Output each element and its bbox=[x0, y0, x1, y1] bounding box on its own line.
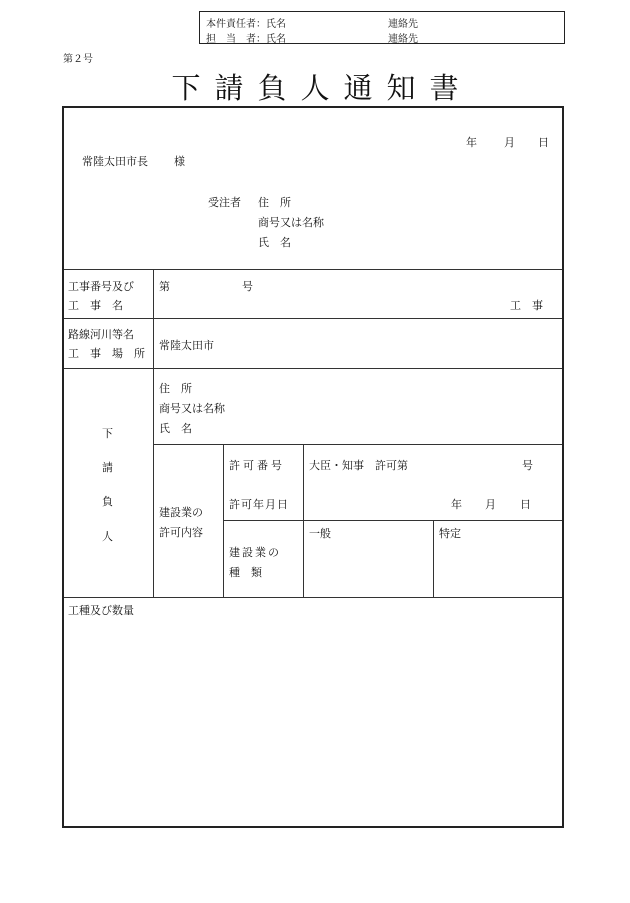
divider bbox=[64, 269, 562, 270]
divider bbox=[64, 368, 562, 369]
license-type-label-line2: 種 類 bbox=[229, 566, 262, 579]
license-label-line2: 許可内容 bbox=[159, 526, 203, 539]
divider bbox=[223, 520, 562, 521]
work-label-line2: 工 事 名 bbox=[68, 299, 123, 312]
work-number-prefix: 第 bbox=[159, 280, 170, 293]
staff-label: 担 当 者： bbox=[206, 34, 266, 45]
subcontractor-label-char: 請 bbox=[102, 461, 113, 474]
work-label-line1: 工事番号及び bbox=[68, 280, 134, 293]
license-number-label: 許可番号 bbox=[229, 459, 285, 472]
license-date-day: 日 bbox=[520, 498, 531, 511]
date-year: 年 bbox=[466, 136, 477, 149]
divider bbox=[153, 444, 562, 445]
form-number: 第２号 bbox=[63, 54, 93, 65]
addressee-name: 常陸太田市長 bbox=[82, 155, 148, 168]
location-value: 常陸太田市 bbox=[159, 339, 214, 352]
contractor-label: 受注者 bbox=[208, 196, 241, 209]
subcontractor-label-char: 下 bbox=[102, 427, 113, 440]
license-type-special: 特定 bbox=[439, 527, 461, 540]
subcontractor-label-char: 負 bbox=[102, 495, 113, 508]
license-date-label: 許可年月日 bbox=[229, 498, 289, 511]
license-number-suffix: 号 bbox=[522, 459, 533, 472]
work-number-suffix: 号 bbox=[242, 280, 253, 293]
license-type-label-line1: 建設業の bbox=[229, 546, 281, 559]
divider bbox=[64, 318, 562, 319]
contractor-address-label: 住 所 bbox=[258, 196, 291, 209]
divider bbox=[153, 269, 154, 597]
addressee-honorific: 様 bbox=[174, 155, 185, 168]
form-frame bbox=[62, 106, 564, 828]
responsible-name: 氏名 bbox=[266, 19, 286, 30]
divider bbox=[433, 520, 434, 597]
license-date-year: 年 bbox=[451, 498, 462, 511]
license-label-line1: 建設業の bbox=[159, 506, 203, 519]
license-number-text: 大臣・知事 許可第 bbox=[309, 459, 408, 472]
subcontractor-address-label: 住 所 bbox=[159, 382, 192, 395]
divider bbox=[64, 597, 562, 598]
work-types-label: 工種及び数量 bbox=[68, 604, 134, 617]
staff-name: 氏名 bbox=[266, 34, 286, 45]
contact-box bbox=[199, 11, 565, 44]
location-label-line2: 工 事 場 所 bbox=[68, 347, 145, 360]
contractor-trade-name-label: 商号又は名称 bbox=[258, 216, 324, 229]
subcontractor-label-char: 人 bbox=[102, 530, 113, 543]
license-date-month: 月 bbox=[485, 498, 496, 511]
license-type-general: 一般 bbox=[309, 527, 331, 540]
work-name-suffix: 工 事 bbox=[510, 299, 543, 312]
subcontractor-name-label: 氏 名 bbox=[159, 422, 192, 435]
responsible-label: 本件責任者： bbox=[206, 19, 266, 30]
date-day: 日 bbox=[538, 136, 549, 149]
location-label-line1: 路線河川等名 bbox=[68, 328, 134, 341]
staff-contact: 連絡先 bbox=[388, 34, 418, 45]
date-month: 月 bbox=[504, 136, 515, 149]
contractor-name-label: 氏 名 bbox=[258, 236, 291, 249]
responsible-contact: 連絡先 bbox=[388, 19, 418, 30]
subcontractor-trade-name-label: 商号又は名称 bbox=[159, 402, 225, 415]
page-title: 下請負人通知書 bbox=[171, 71, 473, 105]
